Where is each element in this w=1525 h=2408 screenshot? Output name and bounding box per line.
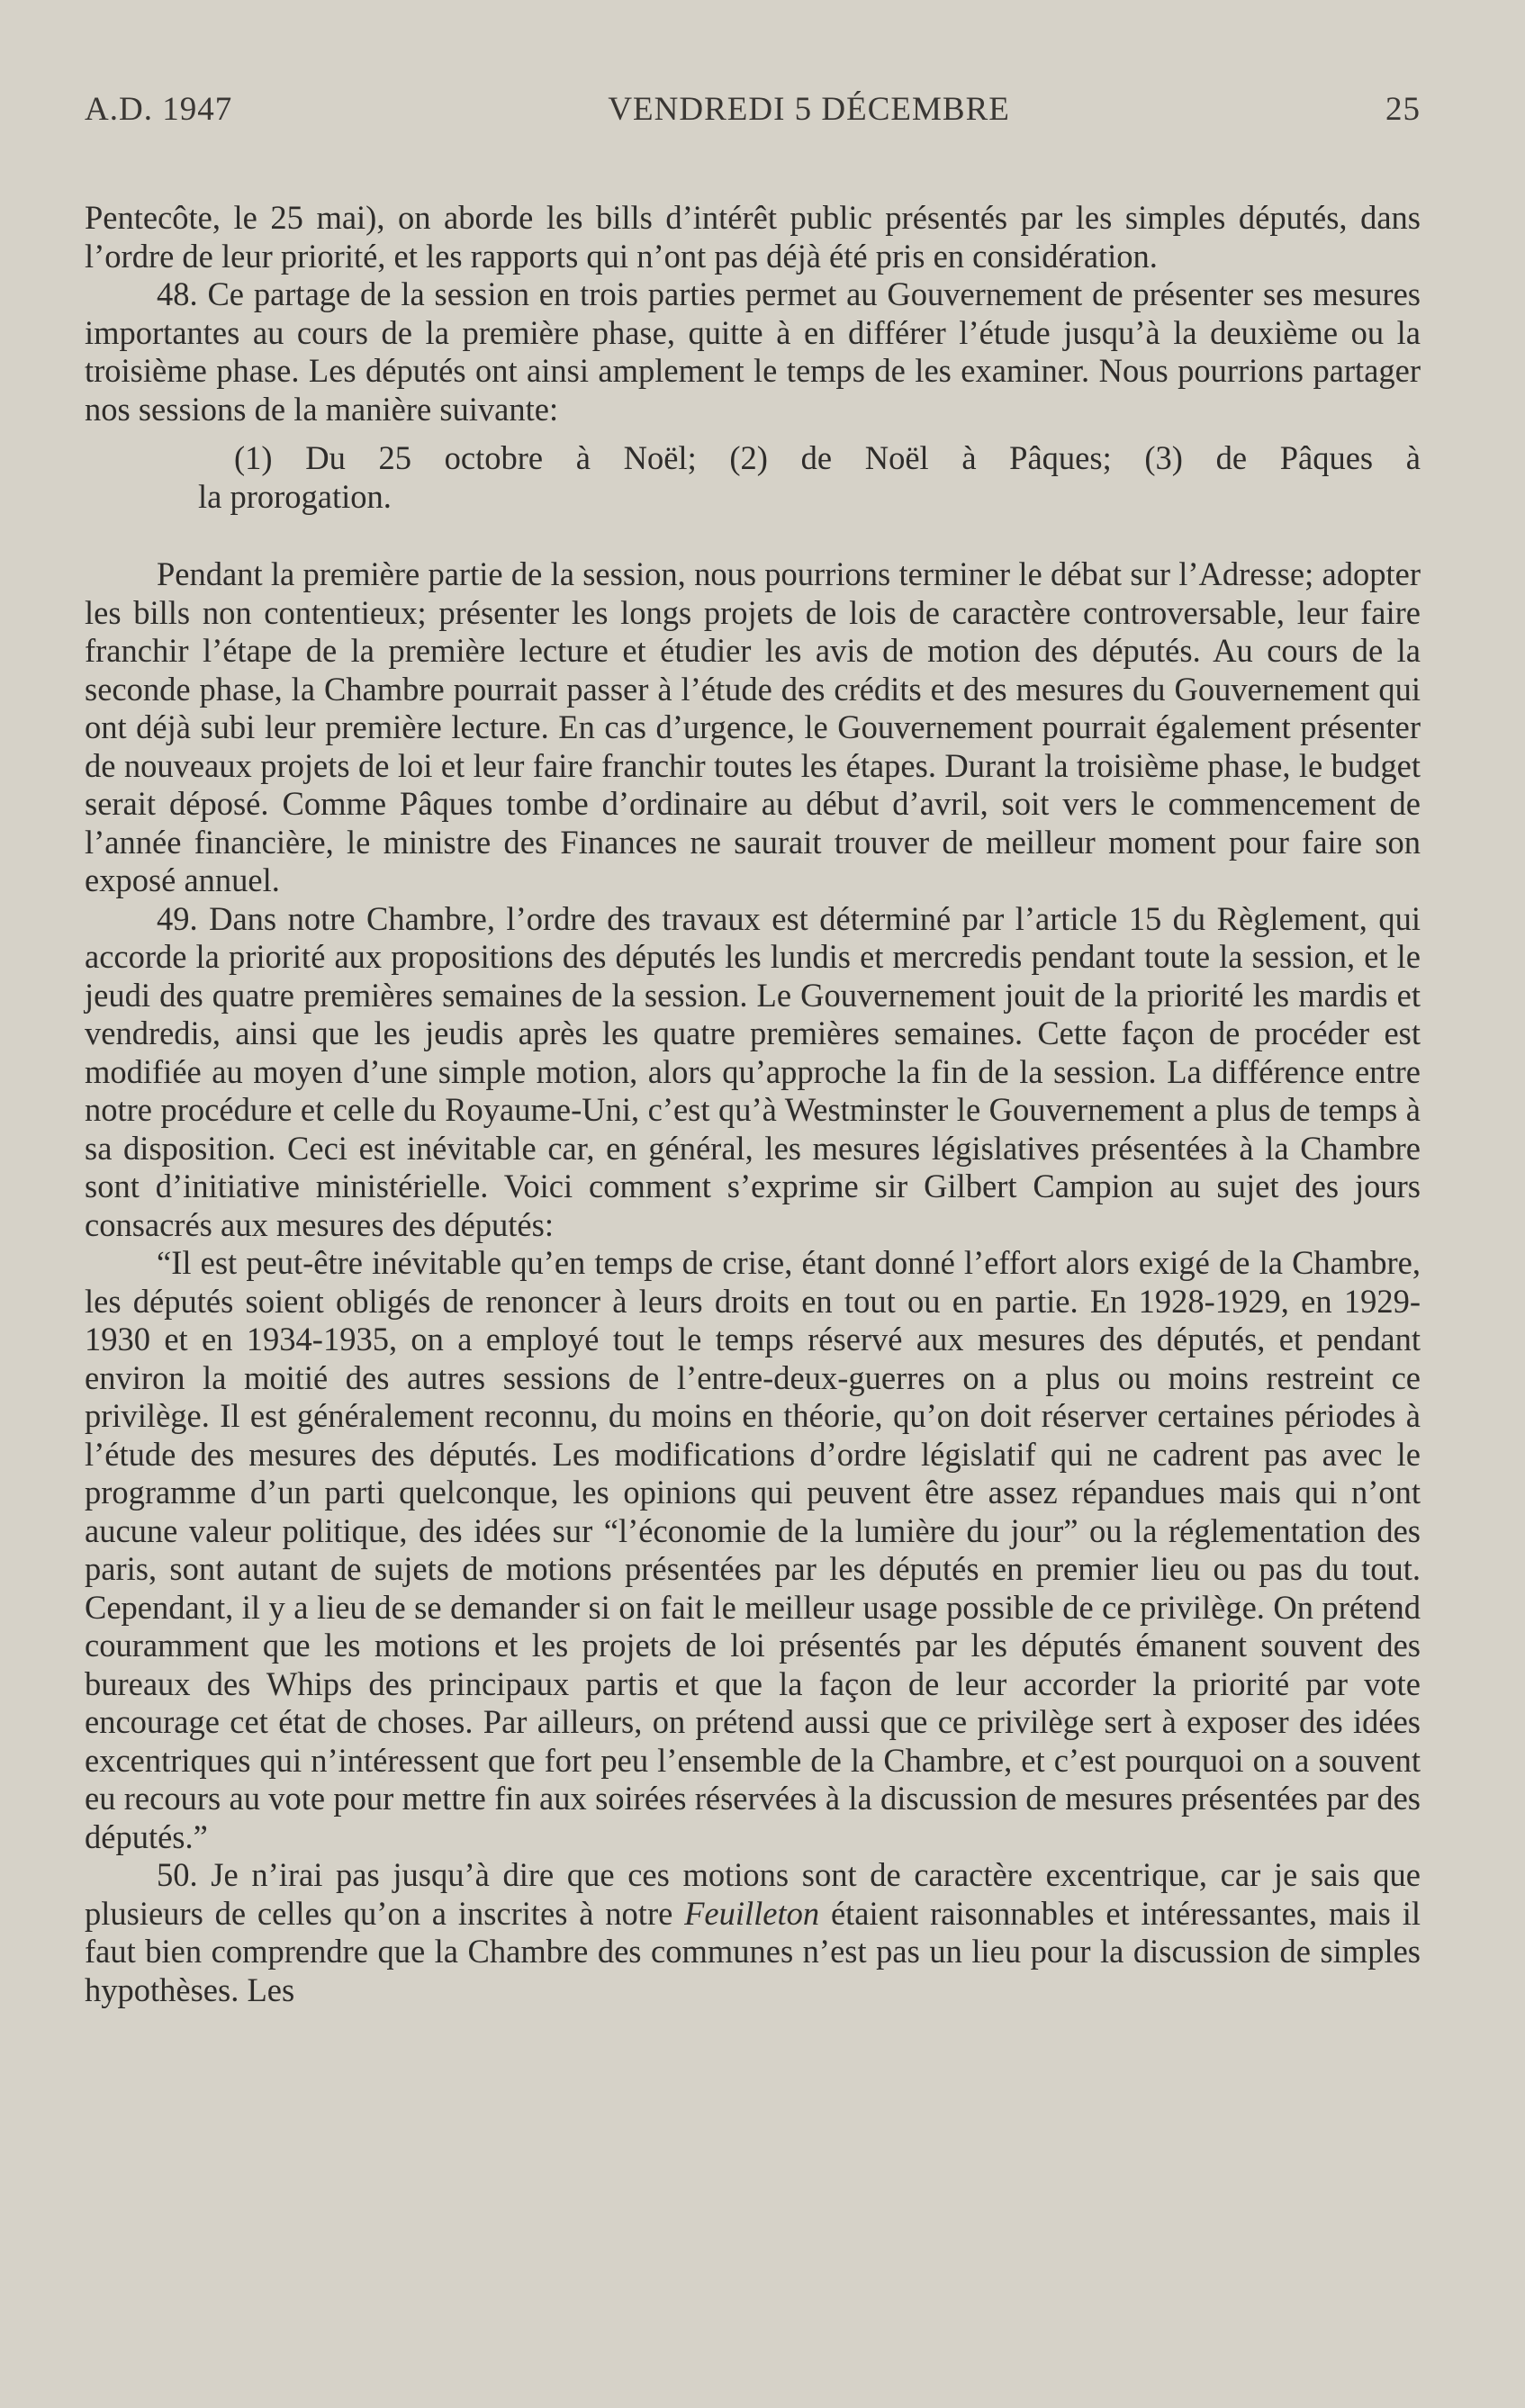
body-text <box>85 199 1421 2009</box>
list-line-1: (1) Du 25 octobre à Noël; (2) de Noël à Pâques; (3) de Pâques à <box>234 439 1421 476</box>
header-date: VENDREDI 5 DÉCEMBRE <box>608 91 1010 128</box>
running-header <box>85 90 1421 129</box>
document-page <box>85 90 1421 2009</box>
session-division-list <box>85 439 1421 516</box>
paragraph-pendant: Pendant la première partie de la session, nous pourrions terminer le débat sur l’Adresse; adopter les bills non contentieux; présenter les longs projets de lois de caractère controversable, leur faire franchir l’étape de la première lecture et étudier les avis de motion des députés. Au cours de la seconde phase, la Chambre pourrait passer à l’étude des crédits et des mesures du Gouvernement qui ont déjà subi leur première lecture. En cas d’urgence, le Gouvernement pourrait également présenter de nouveaux projets de loi et leur faire franchir toutes les étapes. Durant la troisième phase, le budget serait déposé. Comme Pâques tombe d’ordinaire au début d’avril, soit vers le commencement de l’année financière, le ministre des Finances ne saurait trouver de meilleur moment pour faire son exposé annuel. <box>85 555 1421 898</box>
feuilleton-italic: Feuilleton <box>684 1894 820 1932</box>
page-number: 25 <box>1385 91 1421 128</box>
header-year: A.D. 1947 <box>85 91 233 128</box>
paragraph-gap <box>85 516 1421 555</box>
paragraph-50-start: 50. Je n’irai pas jusqu’à dire que ces motions sont de caractère excentrique, car je sais que plusieurs de celles qu’on a inscrites à notre <box>85 1856 1421 1932</box>
campion-quotation: “Il est peut-être inévitable qu’en temps de crise, étant donné l’effort alors exigé de la Chambre, les députés soient obligés de renoncer à leurs droits en tout ou en partie. En 1928-1929, en 1929-1930 et en 1934-1935, on a employé tout le temps réservé aux mesures des députés, et pendant environ la moitié des autres sessions de l’entre-deux-guerres on a plus ou moins restreint ce privilège. Il est généralement reconnu, du moins en théorie, qu’on doit réserver certaines périodes à l’étude des mesures des députés. Les modifications d’ordre législatif qui ne cadrent pas avec le programme d’un parti quelconque, les opinions qui peuvent être assez répandues mais qui n’ont aucune valeur politique, des idées sur “l’économie de la lumière du jour” ou la réglementation des paris, sont autant de sujets de motions présentées par les députés en premier lieu ou pas du tout. Cependant, il y a lieu de se demander si on fait le meilleur usage possible de ce privilège. On prétend couramment que les motions et les projets de loi présentés par les députés émanent souvent des bureaux des Whips des principaux partis et que la façon de leur accorder la priorité par vote encourage cet état de choses. Par ailleurs, on prétend aussi que ce privilège sert à exposer des idées excentriques qui n’intéressent que fort peu l’ensemble de la Chambre, et c’est pourquoi on a souvent eu recours au vote pour mettre fin aux soirées réservées à la discussion de mesures présentées par des députés.” <box>85 1244 1421 1855</box>
paragraph-49: 49. Dans notre Chambre, l’ordre des travaux est déterminé par l’article 15 du Règlement, qui accorde la priorité aux propositions des députés les lundis et mercredis pendant toute la session, et le jeudi des quatre premières semaines de la session. Le Gouvernement jouit de la priorité les mardis et vendredis, ainsi que les jeudis après les quatre premières semaines. Cette façon de procéder est modifiée au moyen d’une simple motion, alors qu’approche la fin de la session. La différence entre notre procédure et celle du Royaume-Uni, c’est qu’à Westminster le Gouvernement a plus de temps à sa disposition. Ceci est inévitable car, en général, les mesures législatives présentées à la Chambre sont d’initiative ministérielle. Voici comment s’exprime sir Gilbert Campion au sujet des jours consacrés aux mesures des députés: <box>85 899 1421 1243</box>
paragraph-continuation: Pentecôte, le 25 mai), on aborde les bills d’intérêt public présentés par les simples députés, dans l’ordre de leur priorité, et les rapports qui n’ont pas déjà été pris en considération. <box>85 199 1421 275</box>
paragraph-50 <box>85 1856 1421 2009</box>
paragraph-50-end: étaient raisonnables et intéressantes, mais il faut bien comprendre que la Chambre des communes n’est pas un lieu pour la discussion de simples hypothèses. Les <box>85 1894 1421 2008</box>
paragraph-48: 48. Ce partage de la session en trois parties permet au Gouvernement de présenter ses mesures importantes au cours de la première phase, quitte à en différer l’étude jusqu’à la deuxième ou la troisième phase. Les députés ont ainsi amplement le temps de les examiner. Nous pourrions partager nos sessions de la manière suivante: <box>85 275 1421 428</box>
list-line-2: la prorogation. <box>198 477 392 515</box>
